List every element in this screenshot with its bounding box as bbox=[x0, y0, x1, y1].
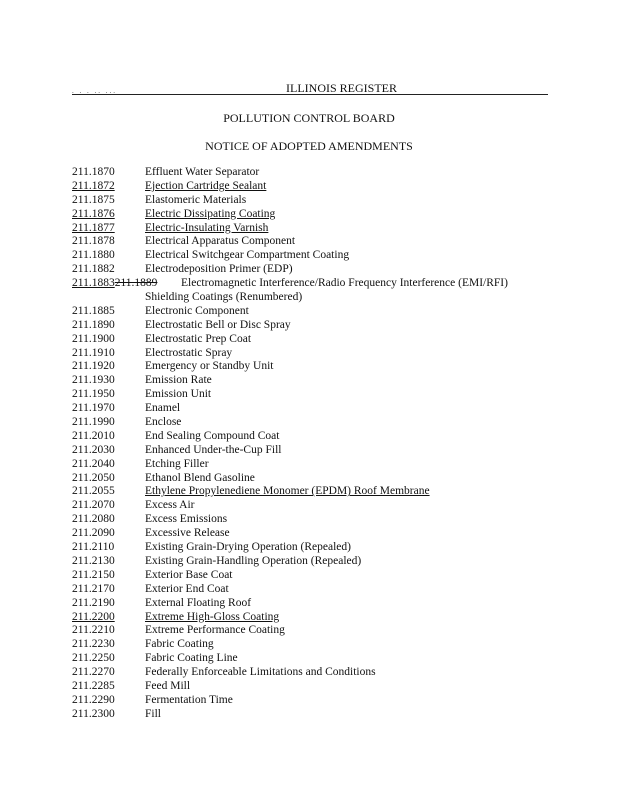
section-term: Electrostatic Bell or Disc Spray bbox=[145, 318, 291, 331]
section-term: Excess Air bbox=[145, 499, 195, 512]
section-term: Fabric Coating Line bbox=[145, 652, 238, 665]
section-number: 211.2285 bbox=[72, 679, 115, 692]
section-number: 211.2190 bbox=[72, 596, 115, 609]
section-number: 211.2270 bbox=[72, 666, 115, 679]
section-number: 211.2170 bbox=[72, 582, 115, 595]
section-row bbox=[72, 694, 552, 708]
section-number: 211.2050 bbox=[72, 471, 115, 484]
section-row bbox=[72, 597, 552, 611]
section-term: Exterior End Coat bbox=[145, 582, 229, 595]
section-row bbox=[72, 180, 552, 194]
section-number: 211.2200 bbox=[72, 610, 115, 623]
section-row bbox=[72, 249, 552, 263]
section-row bbox=[72, 513, 552, 527]
section-term: Electrostatic Prep Coat bbox=[145, 332, 252, 345]
section-number: 211.1910 bbox=[72, 346, 115, 359]
section-number: 211.1875 bbox=[72, 193, 115, 206]
register-title: ILLINOIS REGISTER bbox=[286, 81, 397, 95]
section-row bbox=[72, 527, 552, 541]
section-row bbox=[72, 194, 552, 208]
section-number: 211.1890 bbox=[72, 318, 115, 331]
section-number: 211.2230 bbox=[72, 638, 115, 651]
section-term: Shielding Coatings (Renumbered) bbox=[145, 291, 303, 304]
section-term: Electric Dissipating Coating bbox=[145, 207, 276, 220]
section-row bbox=[72, 541, 552, 555]
section-number: 211.2090 bbox=[72, 527, 115, 540]
section-row bbox=[72, 472, 552, 486]
section-row bbox=[72, 430, 552, 444]
section-number: 211.1876 bbox=[72, 207, 115, 220]
section-term: Ejection Cartridge Sealant bbox=[145, 179, 267, 192]
section-term: Extreme Performance Coating bbox=[145, 624, 285, 637]
section-number: 211.2250 bbox=[72, 652, 115, 665]
section-row bbox=[72, 666, 552, 680]
section-term: Excessive Release bbox=[145, 527, 230, 540]
section-row bbox=[72, 305, 552, 319]
section-term: Enhanced Under-the-Cup Fill bbox=[145, 443, 282, 456]
section-term: Emission Rate bbox=[145, 374, 212, 387]
section-row bbox=[72, 638, 552, 652]
section-number: 211.1878 bbox=[72, 235, 115, 248]
section-row bbox=[72, 291, 552, 305]
section-number: 211.1882 bbox=[72, 263, 115, 276]
section-number: 211.2300 bbox=[72, 707, 115, 720]
register-header bbox=[72, 82, 548, 95]
section-row bbox=[72, 277, 552, 291]
section-term: Electronic Component bbox=[145, 304, 249, 317]
section-term: Emergency or Standby Unit bbox=[145, 360, 274, 373]
section-number bbox=[72, 277, 157, 291]
section-term: Existing Grain-Drying Operation (Repealed) bbox=[145, 541, 351, 554]
board-name: POLLUTION CONTROL BOARD bbox=[223, 111, 395, 125]
section-row bbox=[72, 402, 552, 416]
section-term: Electrical Switchgear Compartment Coating bbox=[145, 249, 350, 262]
section-row bbox=[72, 499, 552, 513]
section-number: 211.1877 bbox=[72, 221, 115, 234]
section-term: Exterior Base Coat bbox=[145, 568, 233, 581]
section-term: Fill bbox=[145, 707, 161, 720]
section-row bbox=[72, 583, 552, 597]
section-row bbox=[72, 333, 552, 347]
section-term: Federally Enforceable Limitations and Conditions bbox=[145, 666, 376, 679]
section-list bbox=[72, 166, 552, 722]
section-term: Excess Emissions bbox=[145, 513, 228, 526]
section-term: Emission Unit bbox=[145, 388, 212, 401]
section-term: Extreme High-Gloss Coating bbox=[145, 610, 280, 623]
section-row bbox=[72, 611, 552, 625]
section-term: Fabric Coating bbox=[145, 638, 214, 651]
section-number: 211.1885 bbox=[72, 304, 115, 317]
section-number: 211.2010 bbox=[72, 429, 115, 442]
notice-title: NOTICE OF ADOPTED AMENDMENTS bbox=[205, 139, 413, 153]
section-number: 211.2130 bbox=[72, 554, 115, 567]
section-term: Etching Filler bbox=[145, 457, 209, 470]
section-term: Elastomeric Materials bbox=[145, 193, 247, 206]
section-row bbox=[72, 166, 552, 180]
section-term: Electrostatic Spray bbox=[145, 346, 233, 359]
section-number: 211.1970 bbox=[72, 402, 115, 415]
section-number: 211.1872 bbox=[72, 179, 115, 192]
section-term: Enclose bbox=[145, 416, 182, 429]
section-term: Existing Grain-Handling Operation (Repealed) bbox=[145, 554, 362, 567]
section-number: 211.1900 bbox=[72, 332, 115, 345]
section-row bbox=[72, 569, 552, 583]
section-row bbox=[72, 374, 552, 388]
section-number: 211.1930 bbox=[72, 374, 115, 387]
section-row bbox=[72, 624, 552, 638]
section-row bbox=[72, 222, 552, 236]
section-number: 211.1950 bbox=[72, 388, 115, 401]
section-term: End Sealing Compound Coat bbox=[145, 429, 280, 442]
section-row bbox=[72, 347, 552, 361]
section-row bbox=[72, 319, 552, 333]
section-term: Electrodeposition Primer (EDP) bbox=[145, 263, 293, 276]
section-term: Electromagnetic Interference/Radio Frequency Interference (EMI/RFI) bbox=[181, 277, 508, 290]
section-term: Electrical Apparatus Component bbox=[145, 235, 296, 248]
section-row bbox=[72, 680, 552, 694]
section-number: 211.2210 bbox=[72, 624, 115, 637]
section-row bbox=[72, 208, 552, 222]
section-row bbox=[72, 263, 552, 277]
section-number-struck: 211.1889 bbox=[114, 277, 158, 290]
section-number: 211.2055 bbox=[72, 485, 115, 498]
section-row bbox=[72, 458, 552, 472]
section-row bbox=[72, 708, 552, 722]
section-row bbox=[72, 555, 552, 569]
section-number: 211.1990 bbox=[72, 416, 115, 429]
section-term: Effluent Water Separator bbox=[145, 166, 260, 178]
section-term: Electric-Insulating Varnish bbox=[145, 221, 269, 234]
section-row bbox=[72, 416, 552, 430]
section-number: 211.2150 bbox=[72, 568, 115, 581]
header-marks: . . . .. ... bbox=[72, 87, 117, 95]
section-row bbox=[72, 388, 552, 402]
section-number: 211.2080 bbox=[72, 513, 115, 526]
section-number-new: 211.1883 bbox=[72, 277, 115, 290]
section-number: 211.2290 bbox=[72, 693, 115, 706]
section-row bbox=[72, 485, 552, 499]
section-number: 211.1870 bbox=[72, 166, 115, 178]
section-term: External Floating Roof bbox=[145, 596, 252, 609]
section-number: 211.2070 bbox=[72, 499, 115, 512]
section-number: 211.2040 bbox=[72, 457, 115, 470]
section-term: Feed Mill bbox=[145, 679, 191, 692]
section-term: Fermentation Time bbox=[145, 693, 233, 706]
section-term: Ethanol Blend Gasoline bbox=[145, 471, 255, 484]
section-row bbox=[72, 444, 552, 458]
section-row bbox=[72, 652, 552, 666]
section-term: Ethylene Propylenediene Monomer (EPDM) Roof Membrane bbox=[145, 485, 430, 498]
section-term: Enamel bbox=[145, 402, 181, 415]
section-row bbox=[72, 235, 552, 249]
section-number: 211.2110 bbox=[72, 541, 115, 554]
section-number: 211.1880 bbox=[72, 249, 115, 262]
section-number: 211.2030 bbox=[72, 443, 115, 456]
section-row bbox=[72, 360, 552, 374]
section-number: 211.1920 bbox=[72, 360, 115, 373]
